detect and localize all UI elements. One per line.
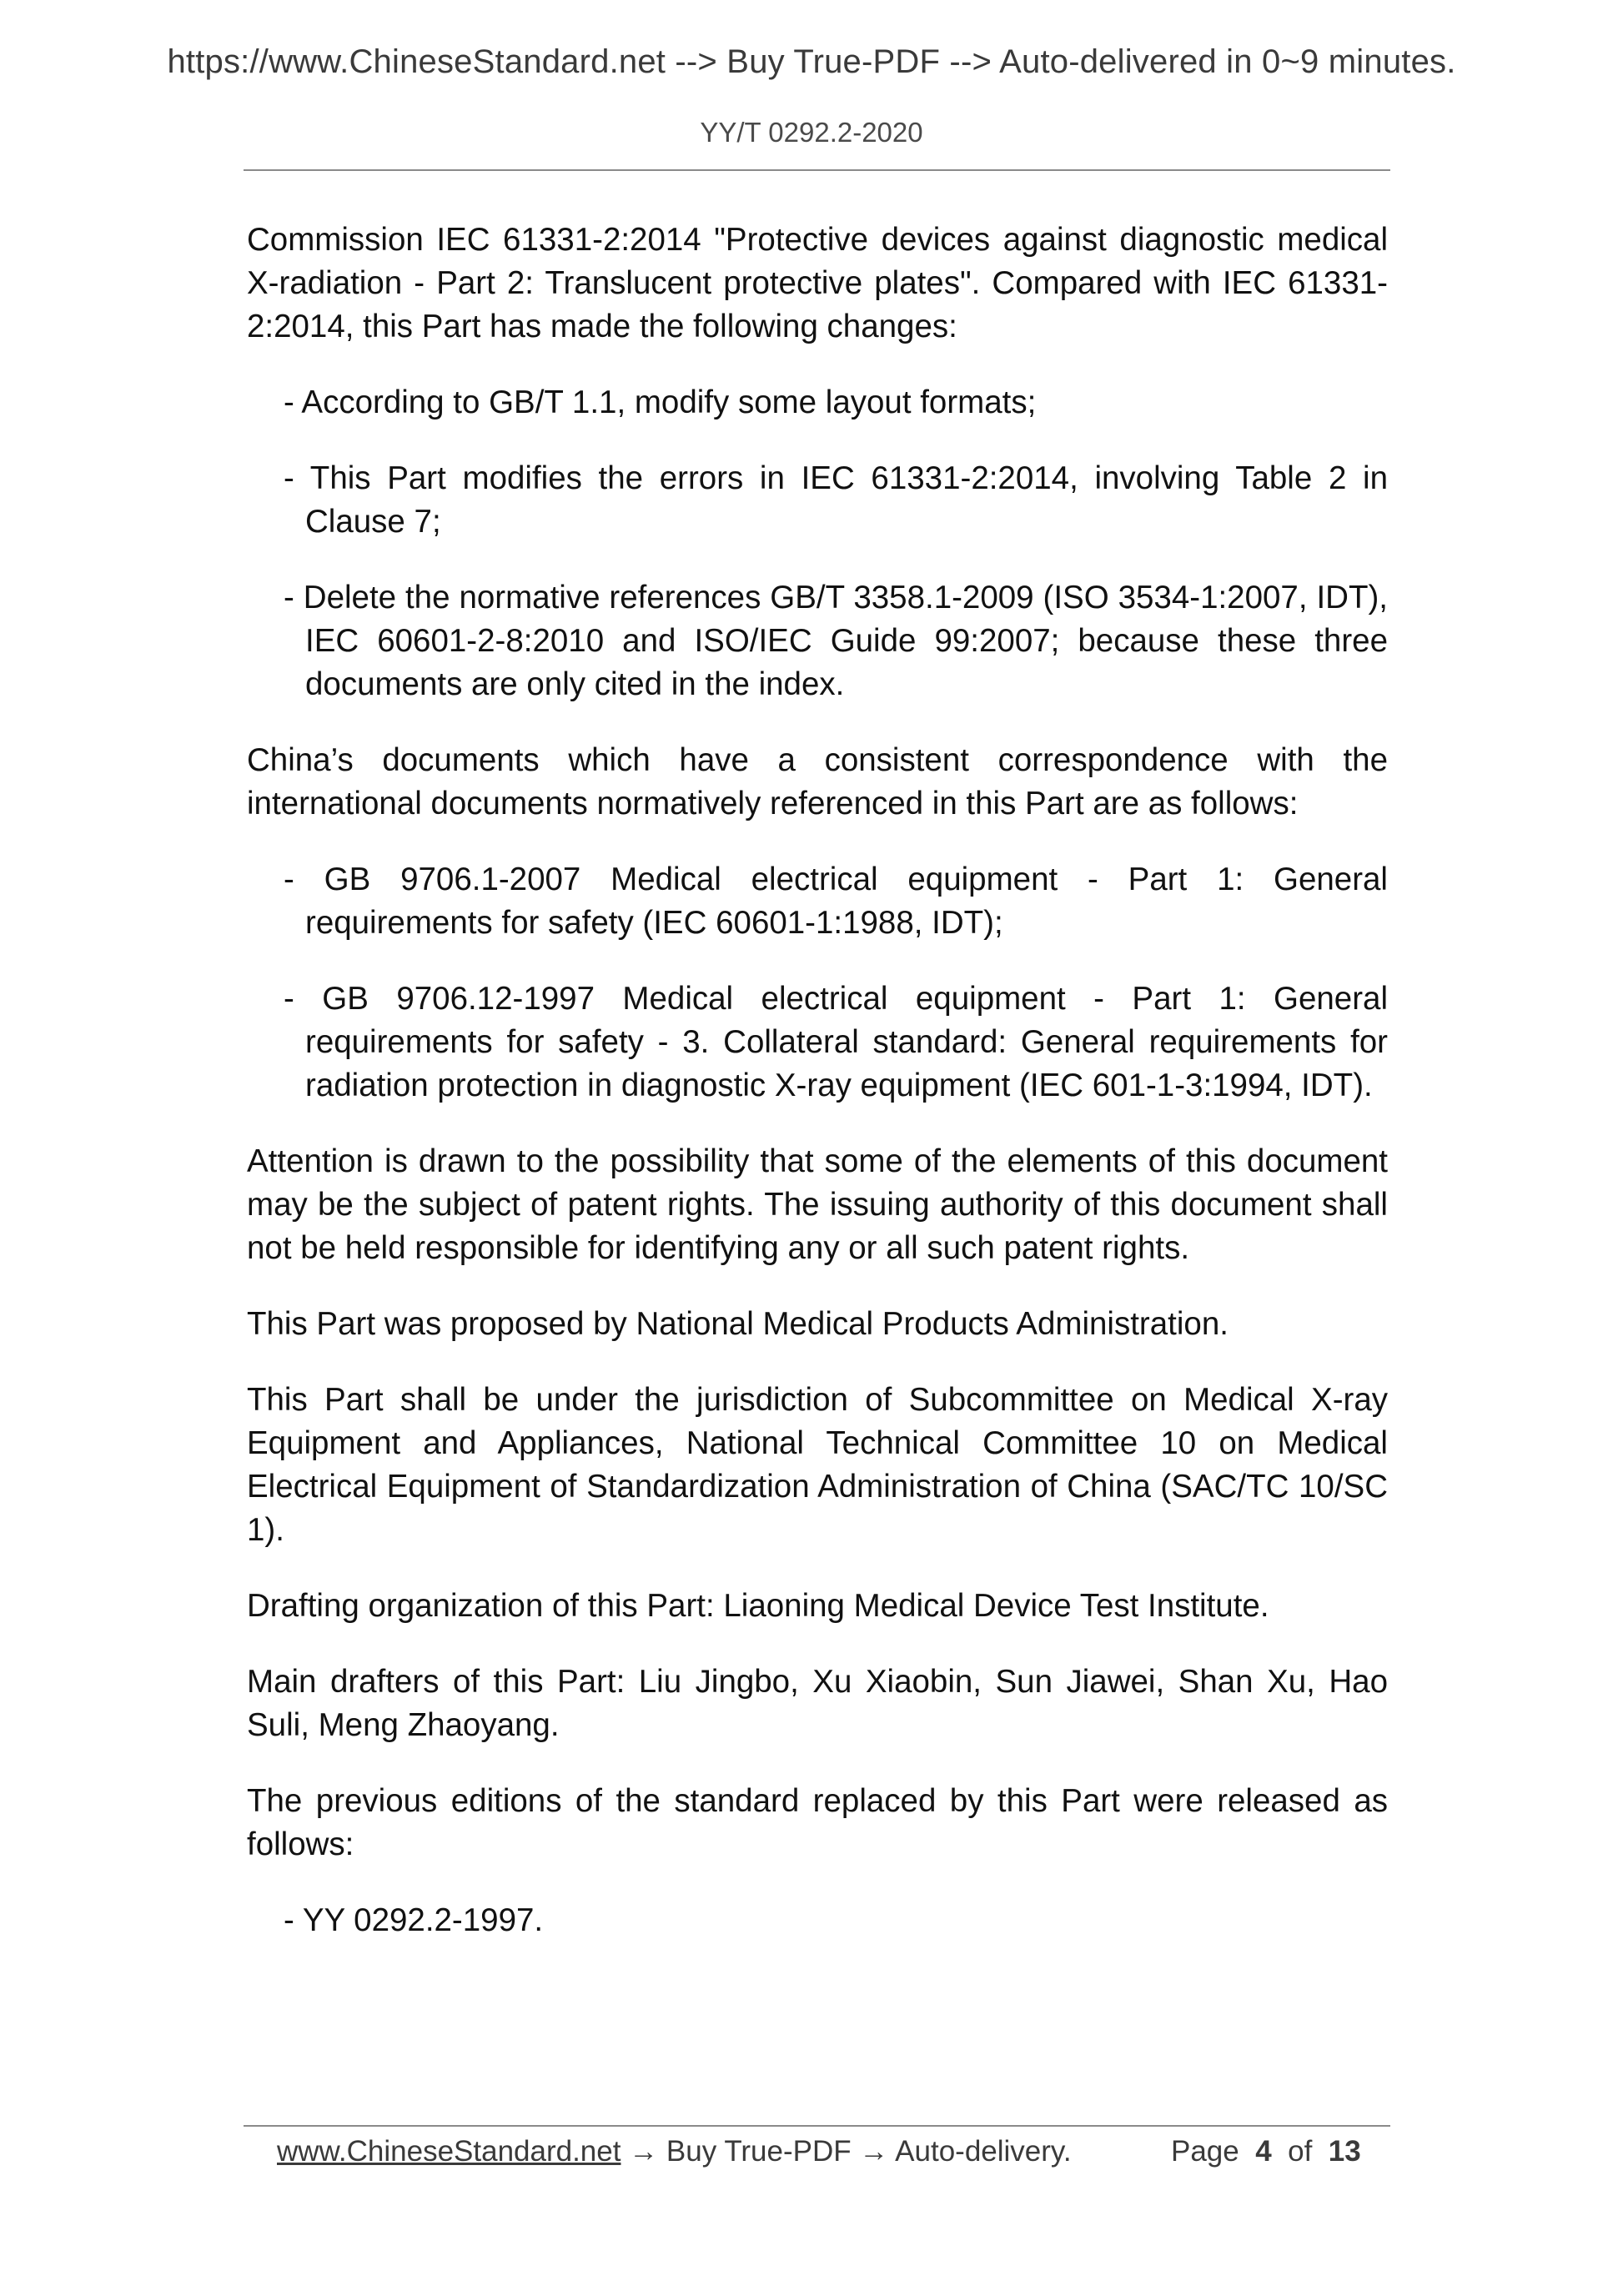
change-item: - This Part modifies the errors in IEC 61331-2:2014, involving Table 2 in Clause 7; <box>284 460 1388 540</box>
intro-paragraph: Commission IEC 61331-2:2014 "Protective devices against diagnostic medical X-radiation - Part 2: Translucent protective plates". Compared with IEC 61331-2:2014, this Part has made the following changes: <box>247 222 1388 344</box>
top-banner[interactable]: https://www.ChineseStandard.net --> Buy True-PDF --> Auto-delivered in 0~9 minutes. <box>167 43 1456 80</box>
page-content <box>247 219 1388 1975</box>
of-label: of <box>1288 2135 1313 2168</box>
page-indicator <box>1171 2135 1361 2168</box>
previous-editions-paragraph: The previous editions of the standard replaced by this Part were released as follows: <box>247 1783 1388 1862</box>
header-divider <box>244 169 1390 171</box>
total-pages: 13 <box>1328 2135 1361 2168</box>
change-item: - Delete the normative references GB/T 3358.1-2009 (ISO 3534-1:2007, IDT), IEC 60601-2-8:2010 and ISO/IEC Guide 99:2007; because these three documents are only cited in the index. <box>284 580 1388 702</box>
page-footer <box>277 2135 1361 2168</box>
drafting-organization-paragraph: Drafting organization of this Part: Liaoning Medical Device Test Institute. <box>247 1588 1269 1624</box>
page-label: Page <box>1171 2135 1239 2168</box>
change-item: - According to GB/T 1.1, modify some layout formats; <box>284 384 1037 420</box>
footer-divider <box>244 2125 1390 2127</box>
references-intro-paragraph: China’s documents which have a consistent correspondence with the international documents normatively referenced in this Part are as follows: <box>247 742 1388 821</box>
drafters-paragraph: Main drafters of this Part: Liu Jingbo, Xu Xiaobin, Sun Jiawei, Shan Xu, Hao Suli, Meng Zhaoyang. <box>247 1664 1388 1743</box>
proposer-paragraph: This Part was proposed by National Medical Products Administration. <box>247 1306 1229 1342</box>
footer-tagline: → Buy True-PDF → Auto-delivery. <box>621 2135 1072 2168</box>
document-code: YY/T 0292.2-2020 <box>700 117 923 148</box>
reference-item: - GB 9706.12-1997 Medical electrical equipment - Part 1: General requirements for safety - 3. Collateral standard: General requirements for radiation protection in diagnostic X-ray equipment (IEC 601-1-3:1994, IDT). <box>284 981 1388 1103</box>
previous-edition-item: - YY 0292.2-1997. <box>284 1902 544 1938</box>
patent-notice-paragraph: Attention is drawn to the possibility that some of the elements of this document may be the subject of patent rights. The issuing authority of this document shall not be held responsible for identifying any or all such patent rights. <box>247 1143 1388 1266</box>
website-link[interactable]: www.ChineseStandard.net <box>277 2135 621 2168</box>
jurisdiction-paragraph: This Part shall be under the jurisdiction of Subcommittee on Medical X-ray Equipment and Appliances, National Technical Committee 10 on Medical Electrical Equipment of Standardization Administration of China (SAC/TC 10/SC 1). <box>247 1382 1388 1548</box>
reference-item: - GB 9706.1-2007 Medical electrical equipment - Part 1: General requirements for safety (IEC 60601-1:1988, IDT); <box>284 862 1388 941</box>
page-number: 4 <box>1255 2135 1272 2168</box>
